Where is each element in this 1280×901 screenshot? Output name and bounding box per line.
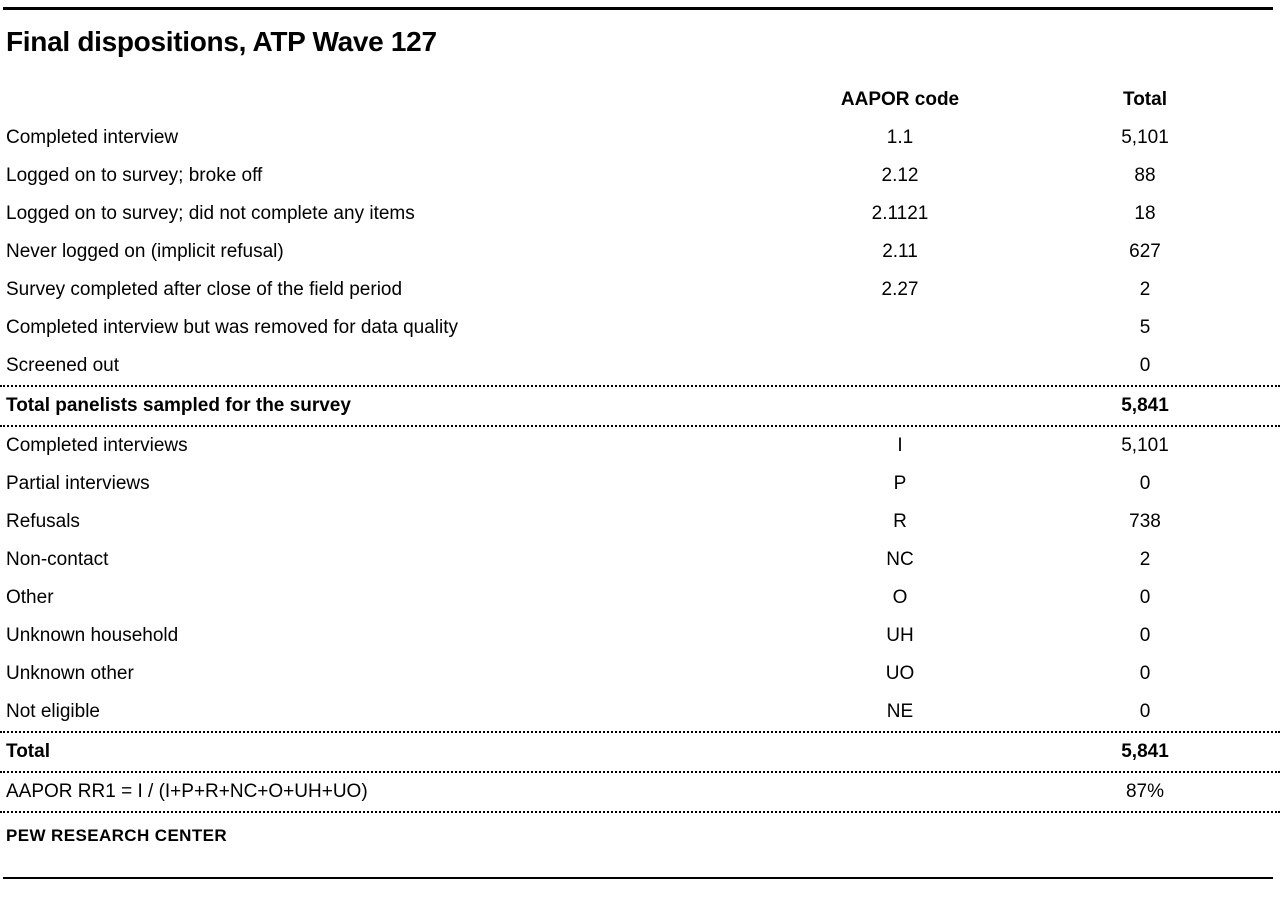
table-header-row (0, 81, 1280, 119)
row-aapor-code: I (897, 434, 903, 456)
row-total: 5,841 (1121, 740, 1169, 762)
rr1-formula: AAPOR RR1 = I / (I+P+R+NC+O+UH+UO) (6, 780, 368, 802)
spacer (0, 859, 1280, 877)
table-row (0, 693, 1280, 731)
row-label: Completed interview (6, 126, 179, 148)
row-aapor-code: NC (886, 548, 914, 570)
row-total: 0 (1139, 624, 1151, 646)
dispositions-table (0, 81, 1280, 879)
table-row (0, 157, 1280, 195)
row-aapor-code: 2.12 (881, 164, 919, 186)
row-label: Survey completed after close of the field period (6, 278, 403, 300)
table-row (0, 119, 1280, 157)
row-total: 0 (1139, 700, 1151, 722)
table-row (0, 617, 1280, 655)
row-label: Non-contact (6, 548, 109, 570)
row-aapor-code: O (892, 586, 908, 608)
header-total: Total (1123, 88, 1167, 110)
source-label: PEW RESEARCH CENTER (6, 825, 228, 845)
row-label: Logged on to survey; did not complete any items (6, 202, 415, 224)
row-aapor-code: P (893, 472, 907, 494)
section2-total-row (0, 731, 1280, 773)
table-row (0, 465, 1280, 503)
rr1-row (0, 773, 1280, 813)
row-aapor-code: 2.1121 (871, 202, 929, 224)
page-title: Final dispositions, ATP Wave 127 (6, 26, 437, 57)
row-total: 88 (1134, 164, 1156, 186)
row-total: 18 (1134, 202, 1156, 224)
bottom-rule (3, 877, 1273, 879)
table-row (0, 195, 1280, 233)
row-label: Refusals (6, 510, 80, 532)
table-row (0, 347, 1280, 385)
table-row (0, 309, 1280, 347)
table-row (0, 655, 1280, 693)
table-row (0, 233, 1280, 271)
table-row (0, 271, 1280, 309)
row-total: 0 (1139, 354, 1151, 376)
row-label: Screened out (6, 354, 120, 376)
row-label: Unknown household (6, 624, 179, 646)
row-aapor-code: UH (886, 624, 914, 646)
table-row (0, 427, 1280, 465)
header-aapor-code: AAPOR code (840, 88, 960, 110)
row-label: Never logged on (implicit refusal) (6, 240, 284, 262)
row-label: Unknown other (6, 662, 134, 684)
row-label: Total panelists sampled for the survey (6, 394, 351, 416)
row-label: Completed interview but was removed for data quality (6, 316, 459, 338)
top-rule (3, 7, 1273, 10)
row-aapor-code: 2.27 (881, 278, 919, 300)
row-label: Completed interviews (6, 434, 188, 456)
row-label: Logged on to survey; broke off (6, 164, 263, 186)
table-row (0, 579, 1280, 617)
table-row (0, 541, 1280, 579)
row-total: 2 (1139, 278, 1151, 300)
row-total: 5,101 (1121, 434, 1169, 456)
source-line (0, 813, 1280, 859)
row-aapor-code: R (893, 510, 907, 532)
row-label: Partial interviews (6, 472, 150, 494)
row-aapor-code: 2.11 (882, 240, 918, 262)
row-total: 738 (1129, 510, 1161, 532)
row-aapor-code: UO (885, 662, 915, 684)
row-aapor-code: NE (886, 700, 914, 722)
row-total: 5,101 (1121, 126, 1169, 148)
row-label: Not eligible (6, 700, 100, 722)
section1-total-row (0, 385, 1280, 427)
row-total: 627 (1129, 240, 1161, 262)
row-label: Other (6, 586, 54, 608)
row-total: 0 (1139, 586, 1151, 608)
rr1-value: 87% (1125, 780, 1165, 802)
row-aapor-code: 1.1 (886, 126, 914, 148)
row-label: Total (6, 740, 50, 762)
table-row (0, 503, 1280, 541)
row-total: 0 (1139, 662, 1151, 684)
row-total: 5,841 (1121, 394, 1169, 416)
row-total: 0 (1139, 472, 1151, 494)
row-total: 2 (1139, 548, 1151, 570)
row-total: 5 (1139, 316, 1151, 338)
